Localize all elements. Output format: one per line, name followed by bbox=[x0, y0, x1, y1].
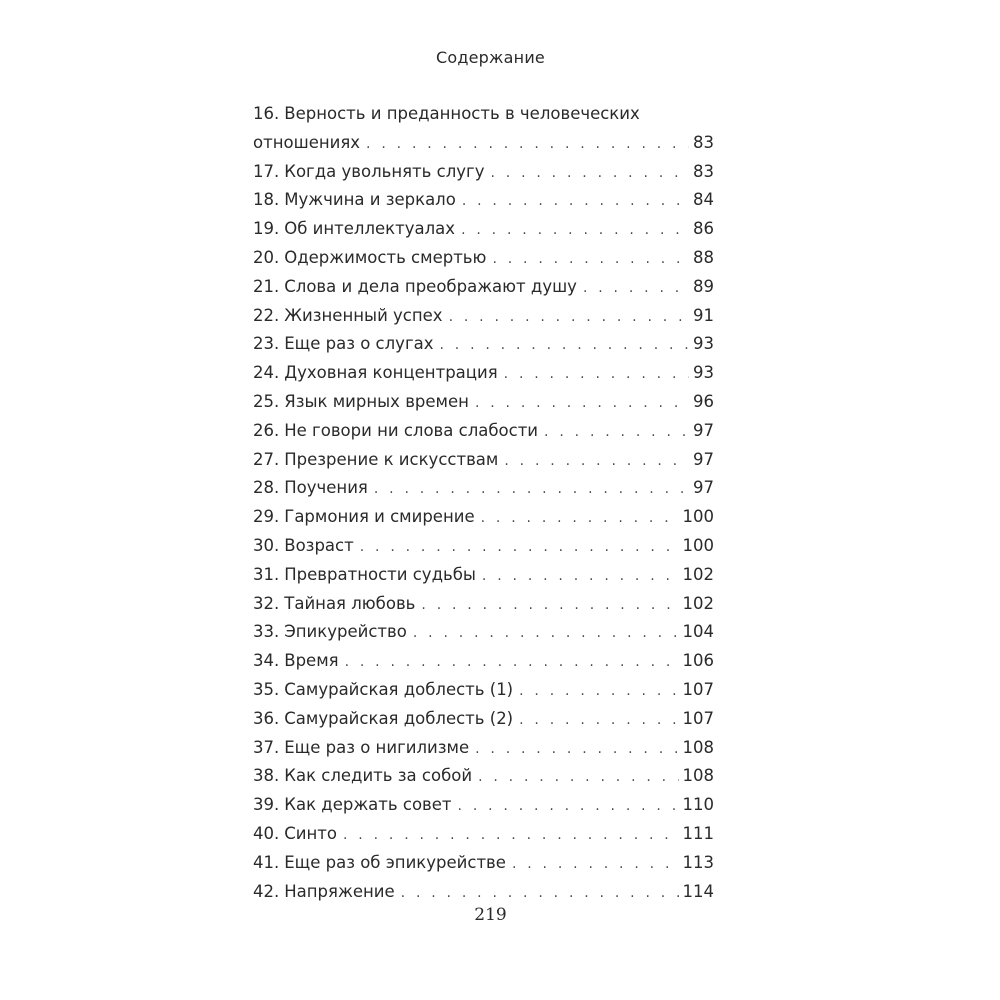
dot-leader bbox=[481, 504, 679, 533]
toc-entry-page: 102 bbox=[682, 593, 714, 613]
toc-entry-number: 32. bbox=[253, 593, 280, 613]
toc-entry-title: Об интеллектуалах bbox=[284, 219, 456, 239]
toc-entry-number: 23. bbox=[253, 334, 280, 354]
toc-entry-number: 37. bbox=[253, 737, 280, 757]
dot-leader bbox=[475, 389, 689, 418]
toc-entry bbox=[253, 820, 714, 849]
toc-entry-page: 97 bbox=[693, 449, 714, 469]
toc-entry bbox=[253, 590, 714, 619]
toc-entry-number: 35. bbox=[253, 679, 280, 699]
toc-entry-page: 111 bbox=[682, 823, 714, 843]
toc-entry-page: 83 bbox=[693, 132, 714, 152]
toc-entry-title: Духовная концентрация bbox=[284, 363, 498, 383]
toc-entry-number: 18. bbox=[253, 190, 280, 210]
dot-leader bbox=[490, 159, 689, 188]
toc-entry-page: 108 bbox=[682, 737, 714, 757]
toc-entry-title: Поучения bbox=[284, 478, 368, 498]
dot-leader bbox=[461, 216, 689, 245]
toc-entry-number: 42. bbox=[253, 881, 280, 901]
dot-leader bbox=[519, 706, 678, 735]
dot-leader bbox=[360, 533, 679, 562]
toc-entry-title: Время bbox=[284, 651, 339, 671]
toc-entry-title: Возраст bbox=[284, 535, 354, 555]
toc-entry-title: Когда увольнять слугу bbox=[284, 161, 485, 181]
dot-leader bbox=[458, 792, 679, 821]
toc-entry-page: 114 bbox=[682, 881, 714, 901]
toc-entry-title: Одержимость смертью bbox=[284, 247, 487, 267]
toc-entry bbox=[253, 158, 714, 187]
toc-entry-page: 100 bbox=[682, 535, 714, 555]
toc-entry bbox=[253, 791, 714, 820]
toc-entry-page: 113 bbox=[682, 852, 714, 872]
table-of-contents bbox=[253, 100, 714, 906]
toc-entry bbox=[253, 359, 714, 388]
toc-entry-number: 29. bbox=[253, 507, 280, 527]
toc-entry-page: 93 bbox=[693, 363, 714, 383]
toc-entry bbox=[253, 734, 714, 763]
dot-leader bbox=[401, 879, 679, 908]
toc-entry-page: 102 bbox=[682, 564, 714, 584]
toc-entry-page: 107 bbox=[682, 679, 714, 699]
toc-entry-page: 108 bbox=[682, 766, 714, 786]
toc-entry bbox=[253, 647, 714, 676]
dot-leader bbox=[519, 677, 678, 706]
toc-entry-number: 41. bbox=[253, 852, 280, 872]
toc-entry-page: 97 bbox=[693, 420, 714, 440]
toc-entry-number: 39. bbox=[253, 795, 280, 815]
toc-entry bbox=[253, 878, 714, 907]
toc-entry-page: 86 bbox=[693, 219, 714, 239]
toc-entry bbox=[253, 503, 714, 532]
dot-leader bbox=[504, 360, 689, 389]
dot-leader bbox=[482, 562, 679, 591]
toc-entry-number: 26. bbox=[253, 420, 280, 440]
toc-entry-title: Как следить за собой bbox=[284, 766, 473, 786]
dot-leader bbox=[492, 245, 689, 274]
toc-entry-page: 93 bbox=[693, 334, 714, 354]
toc-entry-number: 22. bbox=[253, 305, 280, 325]
toc-entry bbox=[253, 417, 714, 446]
toc-entry-number: 25. bbox=[253, 391, 280, 411]
dot-leader bbox=[366, 130, 689, 159]
toc-entry-title: Самурайская доблесть (1) bbox=[284, 679, 514, 699]
dot-leader bbox=[504, 447, 689, 476]
toc-entry-number: 38. bbox=[253, 766, 280, 786]
toc-entry-number: 24. bbox=[253, 363, 280, 383]
toc-entry-number: 34. bbox=[253, 651, 280, 671]
toc-entry-title: Превратности судьбы bbox=[284, 564, 476, 584]
toc-entry bbox=[253, 215, 714, 244]
dot-leader bbox=[512, 850, 679, 879]
toc-entry-page: 107 bbox=[682, 708, 714, 728]
toc-entry bbox=[253, 474, 714, 503]
toc-entry-title: Презрение к искусствам bbox=[284, 449, 499, 469]
toc-entry bbox=[253, 676, 714, 705]
dot-leader bbox=[475, 735, 678, 764]
toc-entry-page: 89 bbox=[693, 276, 714, 296]
toc-entry-number: 27. bbox=[253, 449, 280, 469]
toc-entry-number: 17. bbox=[253, 161, 280, 181]
toc-entry-title: Самурайская доблесть (2) bbox=[284, 708, 514, 728]
toc-entry-page: 110 bbox=[682, 795, 714, 815]
toc-entry-title: Слова и дела преображают душу bbox=[284, 276, 577, 296]
toc-entry-page: 91 bbox=[693, 305, 714, 325]
toc-entry bbox=[253, 273, 714, 302]
toc-entry bbox=[253, 532, 714, 561]
toc-entry-page: 83 bbox=[693, 161, 714, 181]
toc-entry-title: Как держать совет bbox=[284, 795, 452, 815]
toc-entry-number: 19. bbox=[253, 219, 280, 239]
dot-leader bbox=[462, 187, 689, 216]
toc-entry-number: 33. bbox=[253, 622, 280, 642]
dot-leader bbox=[449, 303, 689, 332]
toc-entry-page: 104 bbox=[682, 622, 714, 642]
toc-entry-title: Еще раз об эпикурействе bbox=[284, 852, 506, 872]
toc-entry bbox=[253, 330, 714, 359]
dot-leader bbox=[374, 475, 689, 504]
toc-entry-title: Еще раз о нигилизме bbox=[284, 737, 470, 757]
dot-leader bbox=[583, 274, 689, 303]
toc-entry-title: Напряжение bbox=[284, 881, 395, 901]
toc-entry-number: 31. bbox=[253, 564, 280, 584]
toc-entry bbox=[253, 100, 714, 158]
toc-entry-number: 30. bbox=[253, 535, 280, 555]
toc-entry-page: 88 bbox=[693, 247, 714, 267]
toc-entry bbox=[253, 302, 714, 331]
dot-leader bbox=[343, 821, 679, 850]
toc-entry bbox=[253, 446, 714, 475]
toc-entry-title: Эпикурейство bbox=[284, 622, 407, 642]
dot-leader bbox=[478, 763, 678, 792]
toc-entry bbox=[253, 561, 714, 590]
toc-entry-title: Тайная любовь bbox=[284, 593, 416, 613]
toc-entry-title: Еще раз о слугах bbox=[284, 334, 434, 354]
dot-leader bbox=[544, 418, 689, 447]
toc-entry-title: Мужчина и зеркало bbox=[284, 190, 456, 210]
toc-entry bbox=[253, 762, 714, 791]
toc-entry bbox=[253, 388, 714, 417]
toc-entry-title-line1: Верность и преданность в человеческих bbox=[284, 104, 640, 123]
toc-entry-title: Не говори ни слова слабости bbox=[284, 420, 539, 440]
toc-entry-number: 21. bbox=[253, 276, 280, 296]
toc-entry-page: 100 bbox=[682, 507, 714, 527]
toc-entry-title: Жизненный успех bbox=[284, 305, 443, 325]
toc-entry-page: 84 bbox=[693, 190, 714, 210]
toc-entry-number: 28. bbox=[253, 478, 280, 498]
toc-entry-number: 36. bbox=[253, 708, 280, 728]
toc-entry-title: Синто bbox=[284, 823, 337, 843]
dot-leader bbox=[413, 619, 679, 648]
toc-entry-title: Гармония и смирение bbox=[284, 507, 475, 527]
toc-entry-page: 97 bbox=[693, 478, 714, 498]
page-number: 219 bbox=[474, 905, 507, 925]
toc-entry-number: 16. bbox=[253, 104, 280, 123]
toc-entry bbox=[253, 244, 714, 273]
toc-entry-title: Язык мирных времен bbox=[284, 391, 469, 411]
dot-leader bbox=[439, 331, 689, 360]
toc-entry bbox=[253, 849, 714, 878]
dot-leader bbox=[345, 648, 679, 677]
page-title: Содержание bbox=[436, 48, 545, 67]
dot-leader bbox=[421, 591, 678, 620]
toc-entry-page: 96 bbox=[693, 391, 714, 411]
toc-entry-number: 40. bbox=[253, 823, 280, 843]
toc-entry-page: 106 bbox=[682, 651, 714, 671]
toc-entry bbox=[253, 618, 714, 647]
toc-entry-title-line2: отношениях bbox=[253, 132, 361, 152]
toc-entry bbox=[253, 705, 714, 734]
toc-entry-number: 20. bbox=[253, 247, 280, 267]
toc-entry bbox=[253, 186, 714, 215]
